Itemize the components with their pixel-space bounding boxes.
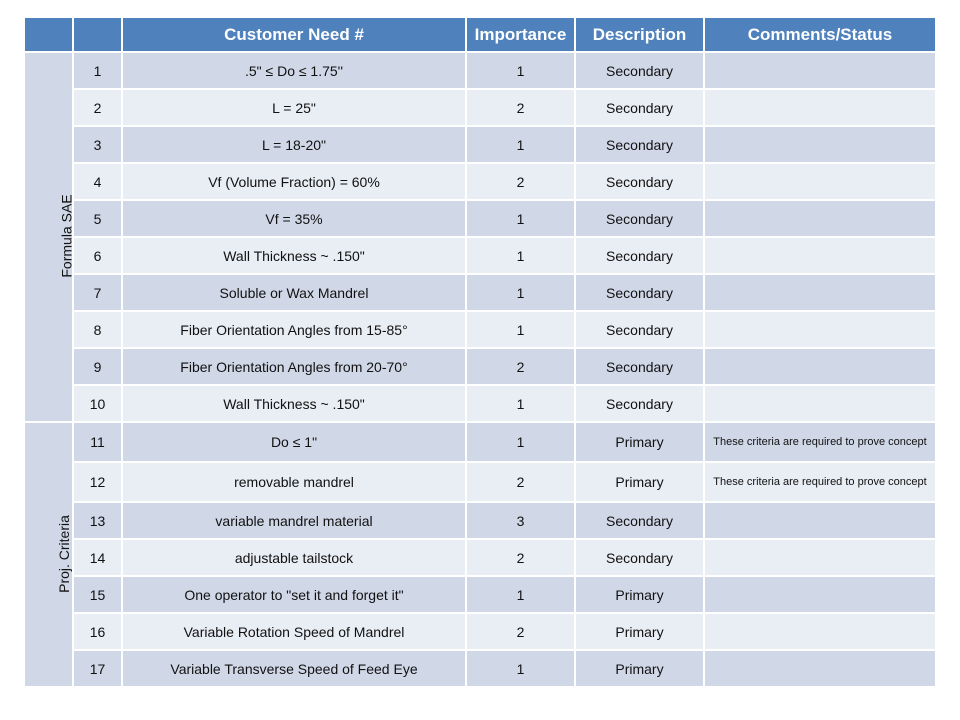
- description: Secondary: [575, 348, 704, 385]
- importance: 2: [466, 539, 575, 576]
- comments: [704, 539, 936, 576]
- comments: [704, 163, 936, 200]
- customer-need: .5" ≤ Do ≤ 1.75'': [122, 52, 466, 89]
- customer-needs-table: [23, 16, 937, 688]
- table-row: [24, 200, 936, 237]
- header-comments-status: Comments/Status: [704, 17, 936, 52]
- customer-need: adjustable tailstock: [122, 539, 466, 576]
- header-description: Description: [575, 17, 704, 52]
- row-number: 2: [73, 89, 122, 126]
- importance: 1: [466, 237, 575, 274]
- row-number: 12: [73, 462, 122, 502]
- row-number: 9: [73, 348, 122, 385]
- table-row: [24, 89, 936, 126]
- table-row: [24, 650, 936, 687]
- requirements-table-wrapper: [23, 16, 935, 688]
- description: Primary: [575, 462, 704, 502]
- comments: [704, 502, 936, 539]
- customer-need: variable mandrel material: [122, 502, 466, 539]
- comments: These criteria are required to prove concept: [704, 422, 936, 462]
- header-num: [73, 17, 122, 52]
- description: Primary: [575, 422, 704, 462]
- customer-need: removable mandrel: [122, 462, 466, 502]
- description: Secondary: [575, 52, 704, 89]
- importance: 2: [466, 462, 575, 502]
- table-row: [24, 274, 936, 311]
- importance: 1: [466, 52, 575, 89]
- importance: 1: [466, 422, 575, 462]
- table-row: [24, 422, 936, 462]
- row-number: 3: [73, 126, 122, 163]
- description: Secondary: [575, 311, 704, 348]
- customer-need: L = 18-20": [122, 126, 466, 163]
- customer-need: Fiber Orientation Angles from 20-70°: [122, 348, 466, 385]
- importance: 2: [466, 613, 575, 650]
- customer-need: Variable Rotation Speed of Mandrel: [122, 613, 466, 650]
- header-row: [24, 17, 936, 52]
- importance: 2: [466, 89, 575, 126]
- comments: [704, 348, 936, 385]
- header-group: [24, 17, 73, 52]
- importance: 1: [466, 126, 575, 163]
- comments: [704, 89, 936, 126]
- description: Primary: [575, 613, 704, 650]
- customer-need: Fiber Orientation Angles from 15-85°: [122, 311, 466, 348]
- importance: 2: [466, 348, 575, 385]
- row-number: 8: [73, 311, 122, 348]
- customer-need: L = 25": [122, 89, 466, 126]
- table-row: [24, 502, 936, 539]
- comments: [704, 52, 936, 89]
- customer-need: Vf = 35%: [122, 200, 466, 237]
- description: Secondary: [575, 89, 704, 126]
- comments: [704, 650, 936, 687]
- customer-need: Wall Thickness ~ .150": [122, 237, 466, 274]
- table-row: [24, 539, 936, 576]
- row-number: 16: [73, 613, 122, 650]
- table-row: [24, 237, 936, 274]
- group-formula-sae: [24, 52, 73, 422]
- customer-need: Wall Thickness ~ .150": [122, 385, 466, 422]
- comments: [704, 311, 936, 348]
- row-number: 14: [73, 539, 122, 576]
- group-label: Proj. Criteria: [55, 514, 72, 593]
- importance: 1: [466, 385, 575, 422]
- description: Primary: [575, 650, 704, 687]
- description: Secondary: [575, 237, 704, 274]
- header-importance: Importance: [466, 17, 575, 52]
- table-row: [24, 52, 936, 89]
- customer-need: Variable Transverse Speed of Feed Eye: [122, 650, 466, 687]
- comments: [704, 274, 936, 311]
- row-number: 13: [73, 502, 122, 539]
- description: Secondary: [575, 539, 704, 576]
- header-customer-need: Customer Need #: [122, 17, 466, 52]
- description: Secondary: [575, 126, 704, 163]
- importance: 1: [466, 576, 575, 613]
- comments: [704, 126, 936, 163]
- row-number: 10: [73, 385, 122, 422]
- table-row: [24, 462, 936, 502]
- row-number: 5: [73, 200, 122, 237]
- customer-need: Vf (Volume Fraction) = 60%: [122, 163, 466, 200]
- description: Secondary: [575, 163, 704, 200]
- importance: 1: [466, 274, 575, 311]
- customer-need: Soluble or Wax Mandrel: [122, 274, 466, 311]
- comments: [704, 200, 936, 237]
- row-number: 17: [73, 650, 122, 687]
- row-number: 11: [73, 422, 122, 462]
- comments: These criteria are required to prove concept: [704, 462, 936, 502]
- comments: [704, 237, 936, 274]
- table-row: [24, 385, 936, 422]
- comments: [704, 385, 936, 422]
- importance: 1: [466, 200, 575, 237]
- comments: [704, 613, 936, 650]
- row-number: 7: [73, 274, 122, 311]
- customer-need: One operator to "set it and forget it": [122, 576, 466, 613]
- row-number: 6: [73, 237, 122, 274]
- importance: 2: [466, 163, 575, 200]
- importance: 1: [466, 311, 575, 348]
- description: Secondary: [575, 200, 704, 237]
- description: Secondary: [575, 502, 704, 539]
- group-proj-criteria: [24, 422, 73, 687]
- table-row: [24, 613, 936, 650]
- comments: [704, 576, 936, 613]
- row-number: 15: [73, 576, 122, 613]
- group-label: Formula SAE: [58, 194, 75, 278]
- table-row: [24, 163, 936, 200]
- table-row: [24, 576, 936, 613]
- description: Secondary: [575, 385, 704, 422]
- row-number: 4: [73, 163, 122, 200]
- customer-need: Do ≤ 1": [122, 422, 466, 462]
- table-row: [24, 348, 936, 385]
- row-number: 1: [73, 52, 122, 89]
- description: Secondary: [575, 274, 704, 311]
- description: Primary: [575, 576, 704, 613]
- table-row: [24, 126, 936, 163]
- importance: 1: [466, 650, 575, 687]
- importance: 3: [466, 502, 575, 539]
- table-row: [24, 311, 936, 348]
